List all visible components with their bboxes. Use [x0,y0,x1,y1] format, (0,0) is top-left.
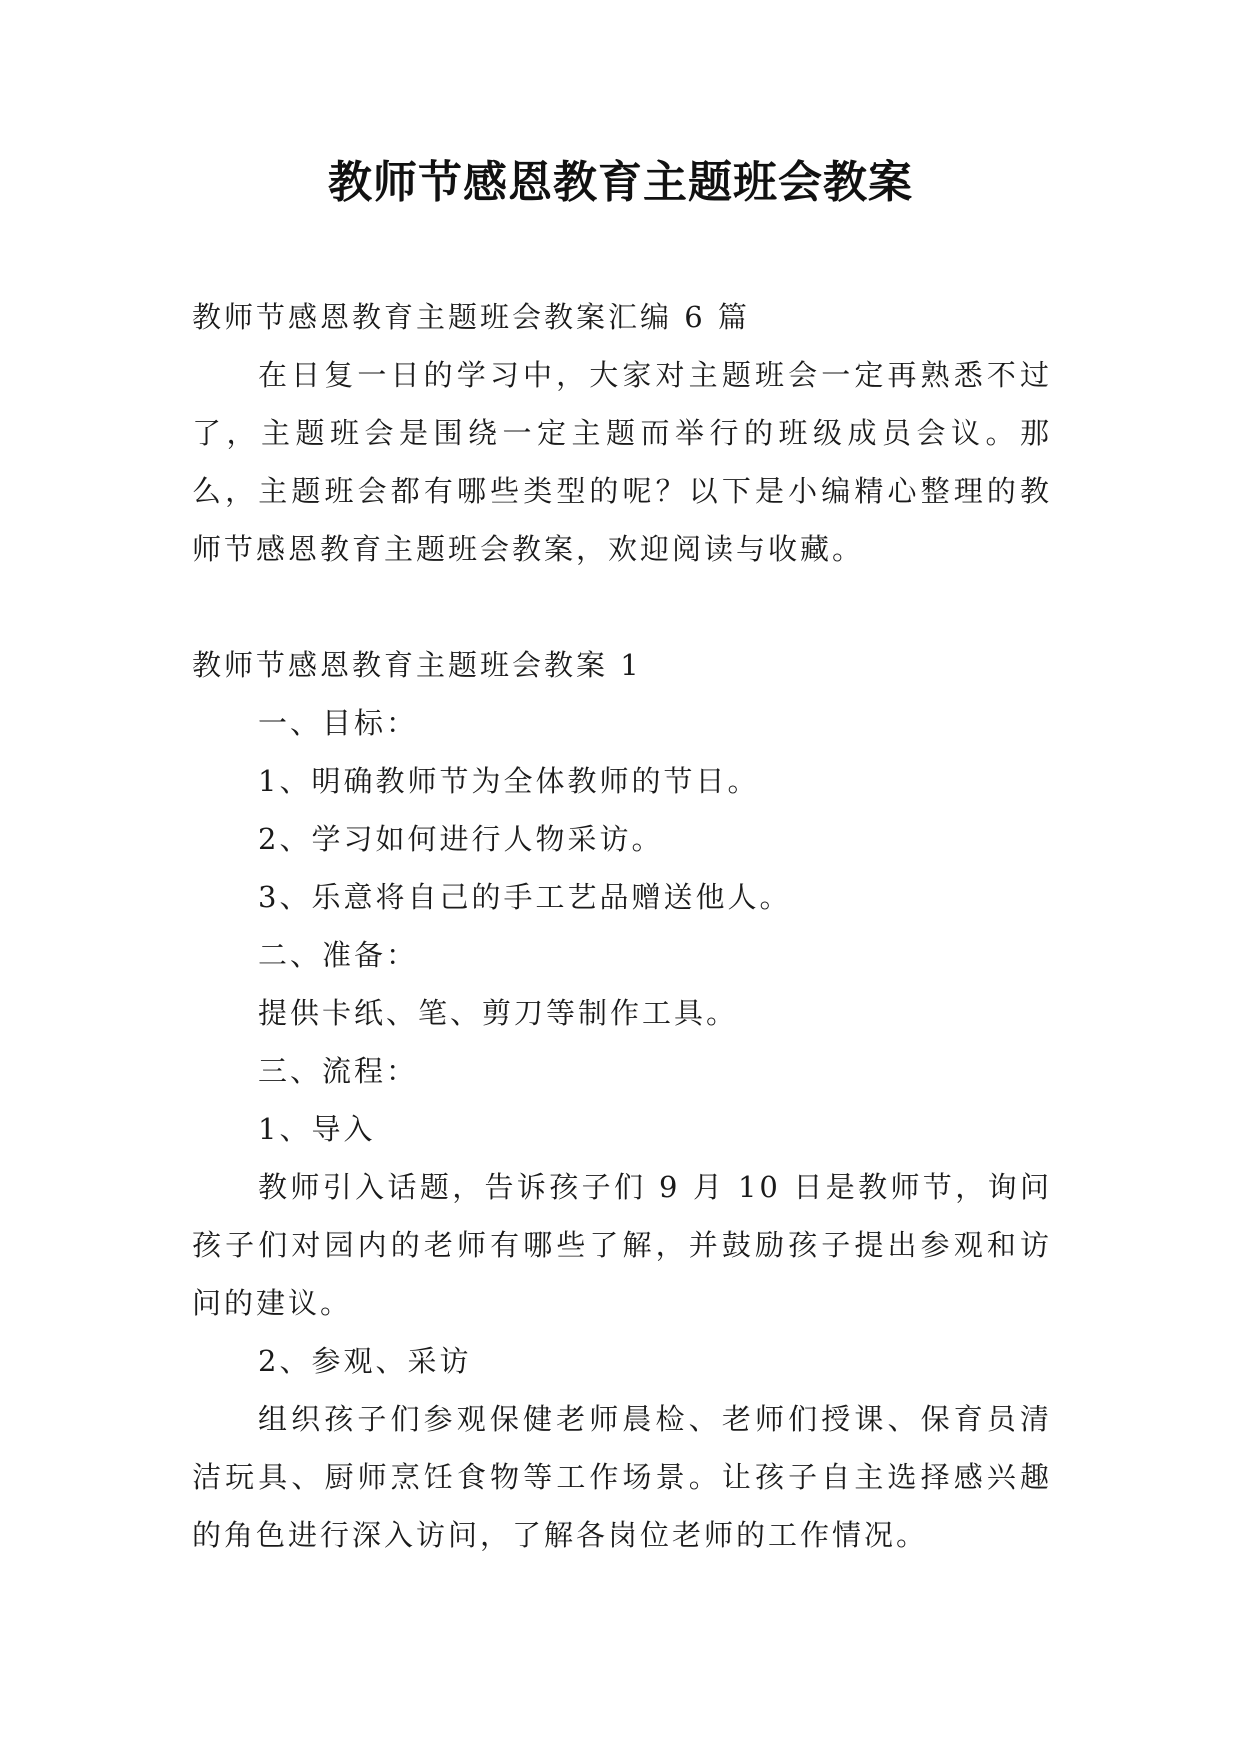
step-1-heading: 1、导入 [258,1112,376,1146]
prep-text: 提供卡纸、笔、剪刀等制作工具。 [258,996,739,1030]
process-heading: 三、流程： [258,1054,419,1088]
intro-paragraph: 在日复一日的学习中，大家对主题班会一定再熟悉不过了，主题班会是围绕一定主题而举行的班级成员会议。那么，主题班会都有哪些类型的呢？以下是小编精心整理的教师节感恩教育主题班会教案，欢迎阅读与收藏。 [192,358,1052,566]
paragraph-spacer [192,578,1052,636]
prep-heading: 二、准备： [258,938,419,972]
step-2-heading: 2、参观、采访 [258,1344,472,1378]
goal-heading: 一、目标： [258,706,419,740]
document-body [192,288,1052,1564]
goal-item-3: 3、乐意将自己的手工艺品赠送他人。 [258,880,792,914]
document-title: 教师节感恩教育主题班会教案 [328,157,913,208]
section-heading: 教师节感恩教育主题班会教案 1 [192,648,642,682]
step-2-paragraph: 组织孩子们参观保健老师晨检、老师们授课、保育员清洁玩具、厨师烹饪食物等工作场景。让孩子自主选择感兴趣的角色进行深入访问，了解各岗位老师的工作情况。 [192,1402,1052,1552]
goal-item-1: 1、明确教师节为全体教师的节日。 [258,764,760,798]
step-1-paragraph: 教师引入话题，告诉孩子们 9 月 10 日是教师节，询问孩子们对园内的老师有哪些了解，并鼓励孩子提出参观和访问的建议。 [192,1170,1052,1320]
goal-item-2: 2、学习如何进行人物采访。 [258,822,664,856]
document-subtitle: 教师节感恩教育主题班会教案汇编 6 篇 [192,300,750,334]
